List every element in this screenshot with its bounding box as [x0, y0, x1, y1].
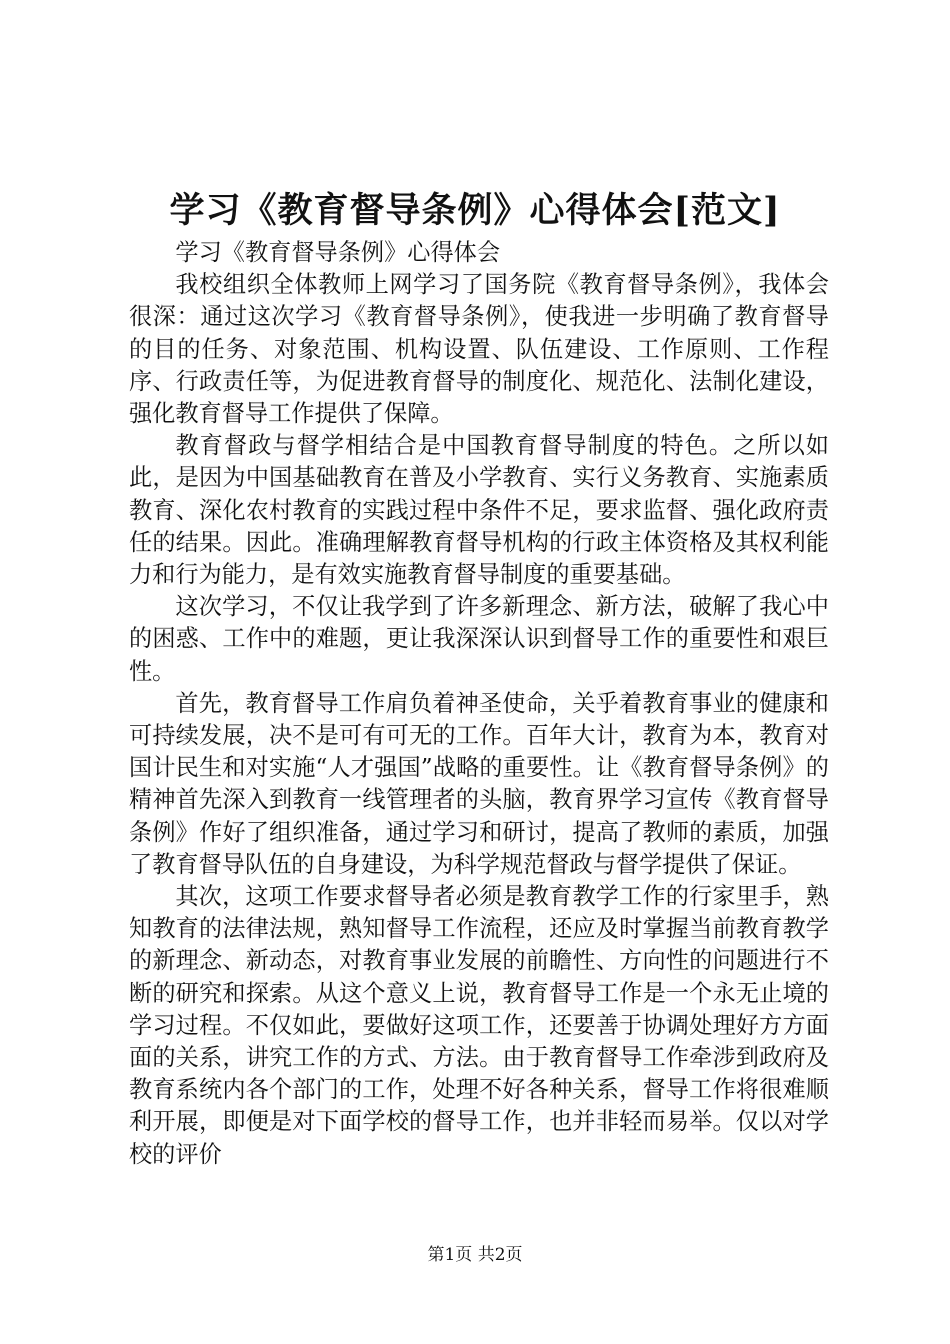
body-paragraph: 这次学习，不仅让我学到了许多新理念、新方法，破解了我心中的困惑、工作中的难题，更让我深深认识到督导工作的重要性和艰巨性。	[129, 593, 829, 685]
body-paragraph: 首先，教育督导工作肩负着神圣使命，关乎着教育事业的健康和可持续发展，决不是可有可无的工作。百年大计，教育为本，教育对国计民生和对实施“人才强国”战略的重要性。让《教育督导条例》的精神首先深入到教育一线管理者的头脑，教育界学习宣传《教育督导条例》作好了组织准备，通过学习和研讨，提高了教师的素质，加强了教育督导队伍的自身建设，为科学规范督政与督学提供了保证。	[129, 689, 829, 878]
document-body	[129, 237, 829, 1171]
document-title: 学习《教育督导条例》心得体会[范文]	[169, 190, 781, 231]
body-paragraph: 我校组织全体教师上网学习了国务院《教育督导条例》，我体会很深：通过这次学习《教育督导条例》，使我进一步明确了教育督导的目的任务、对象范围、机构设置、队伍建设、工作原则、工作程序、行政责任等，为促进教育督导的制度化、规范化、法制化建设，强化教育督导工作提供了保障。	[129, 271, 829, 428]
page-number-footer: 第1页 共2页	[427, 1245, 523, 1265]
subtitle-paragraph: 学习《教育督导条例》心得体会	[175, 239, 501, 266]
body-paragraph: 教育督政与督学相结合是中国教育督导制度的特色。之所以如此，是因为中国基础教育在普及小学教育、实行义务教育、实施素质教育、深化农村教育的实践过程中条件不足，要求监督、强化政府责任的结果。因此。准确理解教育督导机构的行政主体资格及其权利能力和行为能力，是有效实施教育督导制度的重要基础。	[129, 432, 829, 589]
body-paragraph: 其次，这项工作要求督导者必须是教育教学工作的行家里手，熟知教育的法律法规，熟知督导工作流程，还应及时掌握当前教育教学的新理念、新动态，对教育事业发展的前瞻性、方向性的问题进行不断的研究和探索。从这个意义上说，教育督导工作是一个永无止境的学习过程。不仅如此，要做好这项工作，还要善于协调处理好方方面面的关系，讲究工作的方式、方法。由于教育督导工作牵涉到政府及教育系统内各个部门的工作，处理不好各种关系，督导工作将很难顺利开展，即便是对下面学校的督导工作，也并非轻而易举。仅以对学校的评价	[129, 883, 829, 1168]
